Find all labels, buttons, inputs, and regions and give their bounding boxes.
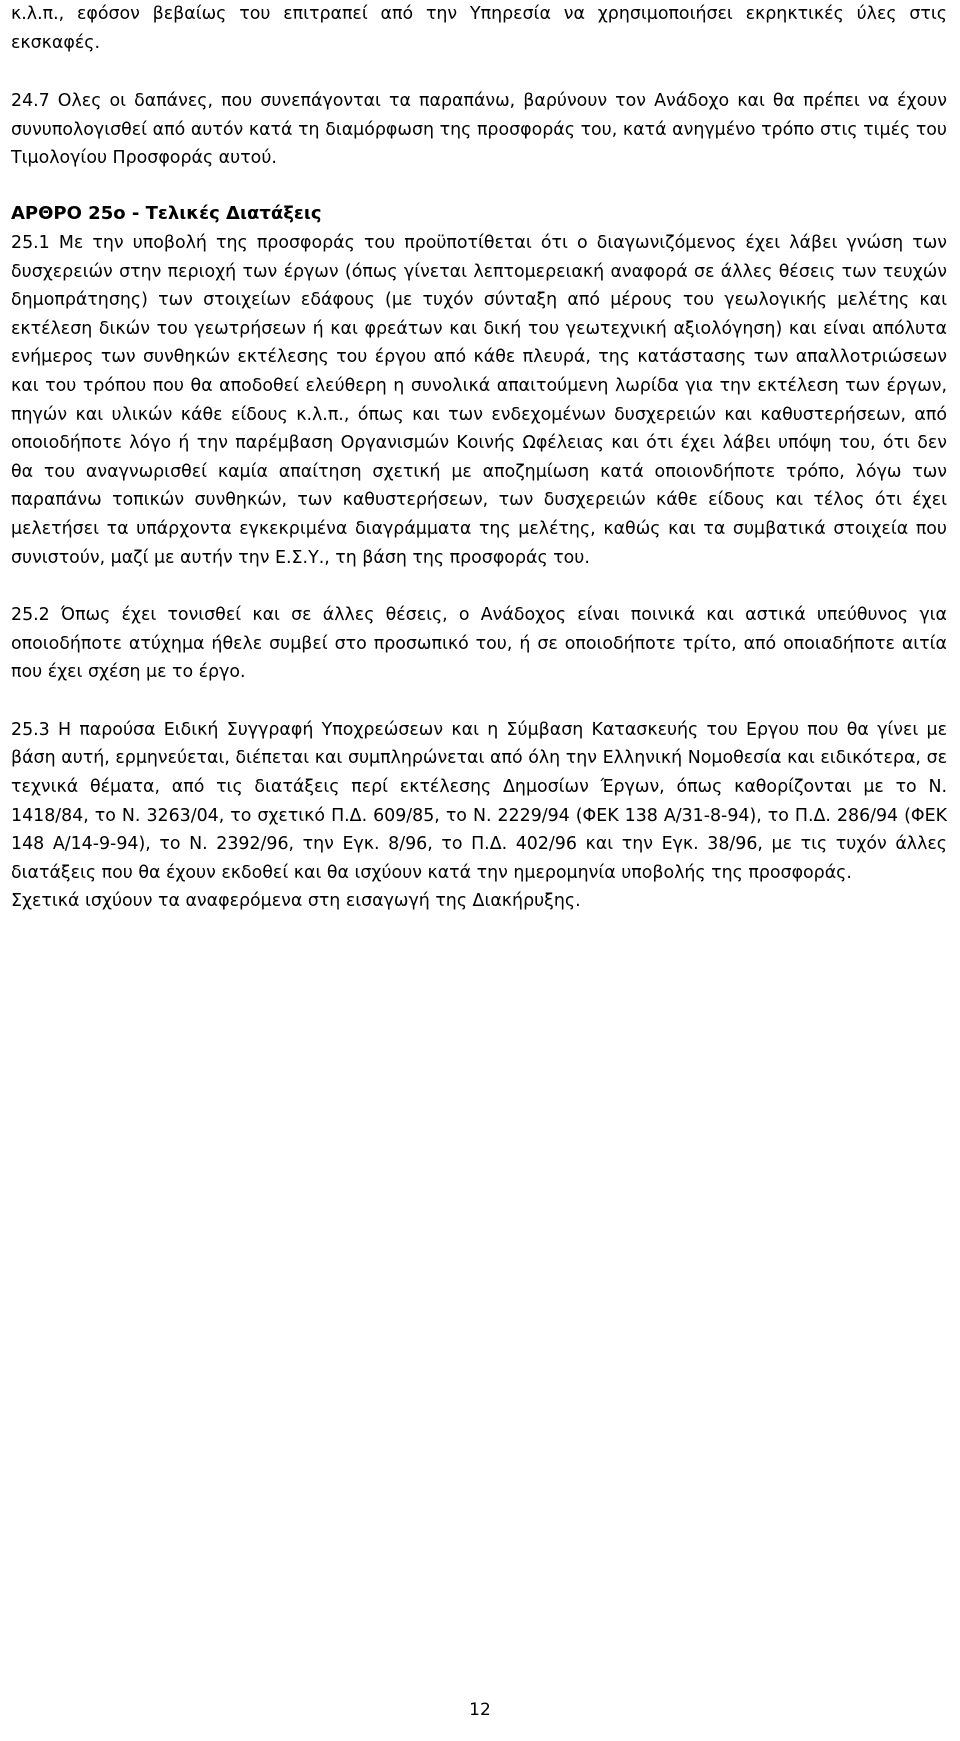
document-page (11, 0, 947, 916)
paragraph-25-1: 25.1 Με την υποβολή της προσφοράς του προϋποτίθεται ότι ο διαγωνιζόμενος έχει λάβει γνώση των δυσχερειών στην περιοχή των έργων (όπως γίνεται λεπτομερειακή αναφορά σε άλλες θέσεις των τευχών δημοπράτησης) των στοιχείων εδάφους (με τυχόν σύνταξη από μέρους του γεωλογικής μελέτης και εκτέλεση δικών του γεωτρήσεων ή και φρεάτων και δική του γεωτεχνική αξιολόγηση) και είναι απόλυτα ενήμερος των συνθηκών εκτέλεσης του έργου από κάθε πλευρά, της κατάστασης των απαλλοτριώσεων και του τρόπου που θα αποδοθεί ελεύθερη η συνολικά απαιτούμενη λωρίδα για την εκτέλεση των έργων, πηγών και υλικών κάθε είδους κ.λ.π., όπως και των ενδεχομένων δυσχερειών και καθυστερήσεων, από οποιοδήποτε λόγο ή την παρέμβαση Οργανισμών Κοινής Ωφέλειας και ότι έχει λάβει υπόψη του, ότι δεν θα του αναγνωρισθεί καμία απαίτηση σχετική με αποζημίωση κατά οποιονδήποτε τρόπο, λόγω των παραπάνω τοπικών συνθηκών, των καθυστερήσεων, των δυσχερειών κάθε είδους και τέλος ότι έχει μελετήσει τα υπάρχοντα εγκεκριμένα διαγράμματα της μελέτης, καθώς και τα συμβατικά στοιχεία που συνιστούν, μαζί με αυτήν την Ε.Σ.Υ., τη βάση της προσφοράς του. (11, 232, 947, 568)
paragraph-25-3-tail: Σχετικά ισχύουν τα αναφερόμενα στη εισαγωγή της Διακήρυξης. (11, 891, 581, 912)
paragraph-25-3: 25.3 Η παρούσα Ειδική Συγγραφή Υποχρεώσεων και η Σύμβαση Κατασκευής του Εργου που θα γίνει με βάση αυτή, ερμηνεύεται, διέπεται και συμπληρώνεται από όλη την Ελληνική Νομοθεσία και ειδικότερα, σε τεχνικά θέματα, από τις διατάξεις περί εκτέλεσης Δημοσίων Έργων, όπως καθορίζονται με το Ν. 1418/84, το Ν. 3263/04, το σχετικό Π.Δ. 609/85, το Ν. 2229/94 (ΦΕΚ 138 Α/31-8-94), το Π.Δ. 286/94 (ΦΕΚ 148 Α/14-9-94), το Ν. 2392/96, την Εγκ. 8/96, το Π.Δ. 402/96 και την Εγκ. 38/96, με τις τυχόν άλλες διατάξεις που θα έχουν εκδοθεί και θα ισχύουν κατά την ημερομηνία υποβολής της προσφοράς. (11, 719, 947, 883)
article-heading: ΑΡΘΡΟ 25ο - Τελικές Διατάξεις (11, 202, 322, 224)
paragraph-24-7: 24.7 Ολες οι δαπάνες, που συνεπάγονται τα παραπάνω, βαρύνουν τον Ανάδοχο και θα πρέπει να έχουν συνυπολογισθεί από αυτόν κατά τη διαμόρφωση της προσφοράς του, κατά ανηγμένο τρόπο στις τιμές του Τιμολογίου Προσφοράς αυτού. (11, 91, 947, 169)
page-number: 12 (469, 1700, 491, 1720)
paragraph-intro: κ.λ.π., εφόσον βεβαίως του επιτραπεί από την Υπηρεσία να χρησιμοποιήσει εκρηκτικές ύλες στις εκσκαφές. (11, 4, 947, 53)
paragraph-25-2: 25.2 Όπως έχει τονισθεί και σε άλλες θέσεις, ο Ανάδοχος είναι ποινικά και αστικά υπεύθυνος για οποιοδήποτε ατύχημα ήθελε συμβεί στο προσωπικό του, ή σε οποιοδήποτε τρίτο, από οποιαδήποτε αιτία που έχει σχέση με το έργο. (11, 605, 947, 683)
